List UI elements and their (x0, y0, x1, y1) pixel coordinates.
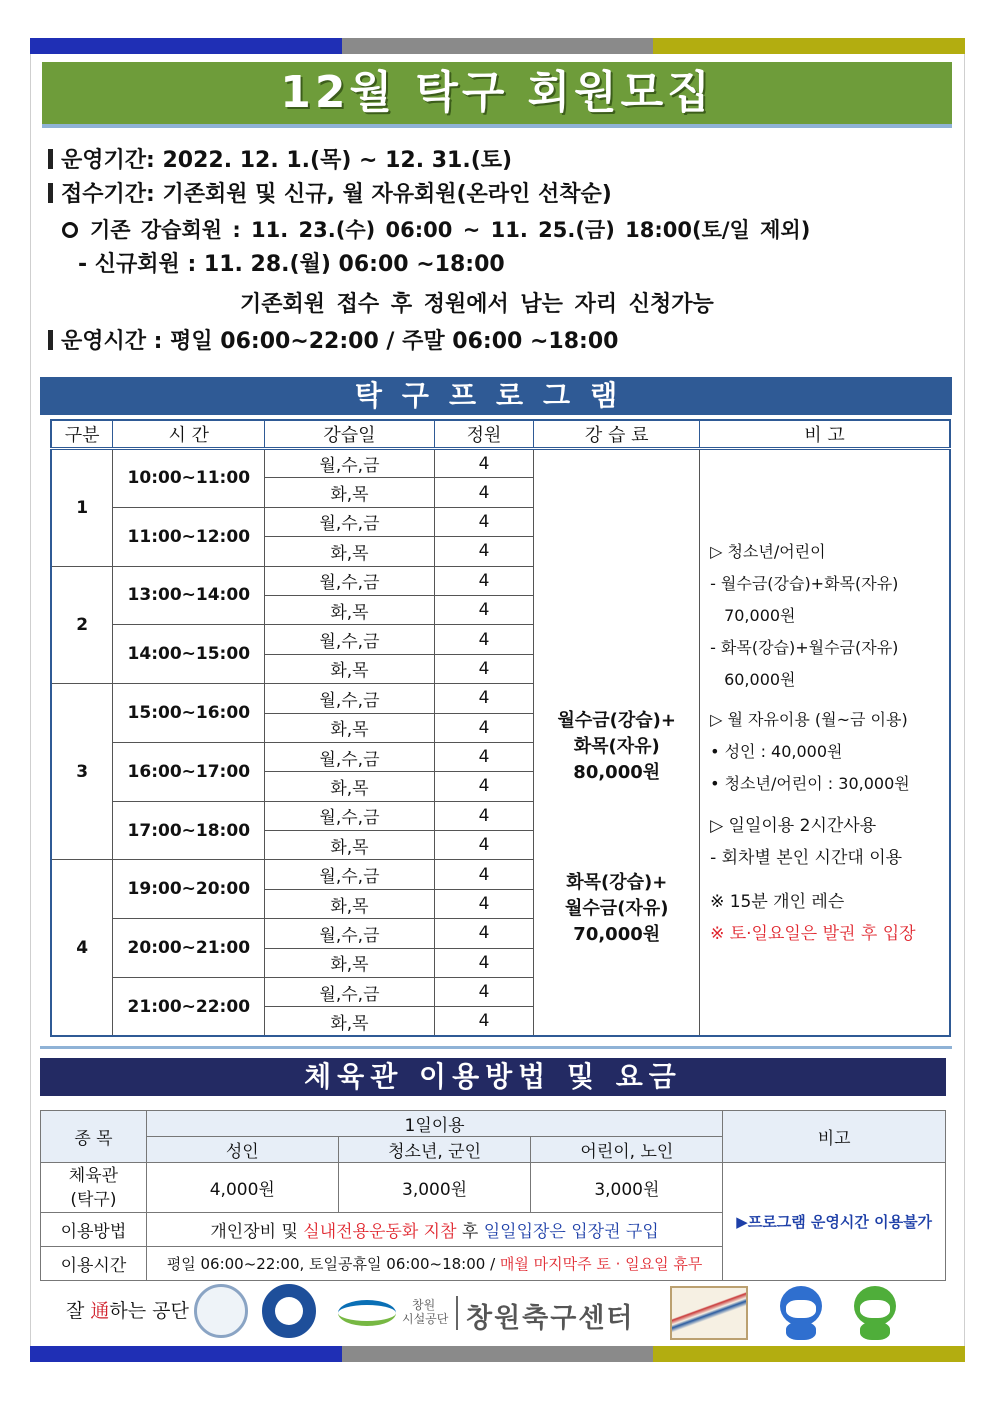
slogan-highlight: 通 (90, 1300, 110, 1322)
note-line: - 월수금(강습)+화목(자유) (710, 574, 899, 593)
remark-cell: ▶프로그램 운영시간 이용불가 (723, 1163, 946, 1281)
header-fee: 강 습 료 (534, 420, 700, 449)
program-banner: 탁구프로그램 (40, 377, 952, 415)
fee-2-line1: 화목(강습)+ (566, 871, 668, 893)
color-bar-olive (653, 38, 965, 54)
corp-small-2: 시설공단 (402, 1312, 449, 1326)
table-row (51, 449, 950, 478)
color-bar-blue (30, 1346, 342, 1362)
capacity-cell: 4 (434, 654, 534, 683)
time-cell: 15:00~16:00 (113, 684, 265, 743)
capacity-cell: 4 (434, 566, 534, 595)
days-cell: 화,목 (265, 831, 434, 860)
page-title: 12월 탁구 회원모집 (42, 62, 952, 124)
method-text: 개인장비 및 (210, 1222, 304, 1242)
days-cell: 월,수,금 (265, 684, 434, 713)
bottom-color-bar (30, 1346, 965, 1362)
days-cell: 월,수,금 (265, 801, 434, 830)
human-rights-logo (262, 1284, 316, 1338)
row-method-label: 이용방법 (41, 1213, 147, 1247)
days-cell: 화,목 (265, 713, 434, 742)
header-days: 강습일 (265, 420, 434, 449)
top-color-bar (30, 38, 965, 54)
days-cell: 월,수,금 (265, 978, 434, 1007)
usage-banner: 체육관 이용방법 및 요금 (40, 1058, 946, 1096)
days-cell: 화,목 (265, 537, 434, 566)
days-cell: 월,수,금 (265, 860, 434, 889)
capacity-cell: 4 (434, 713, 534, 742)
info-hours (48, 327, 618, 357)
capacity-cell: 4 (434, 742, 534, 771)
note-line: • 성인 : 40,000원 (710, 742, 843, 761)
group-cell: 4 (51, 860, 113, 1036)
capacity-cell: 4 (434, 507, 534, 536)
info-existing (62, 215, 810, 245)
capacity-cell: 4 (434, 449, 534, 478)
fee-2-line2: 월수금(자유) (565, 897, 669, 919)
fee-1-price: 80,000원 (573, 761, 661, 783)
capacity-cell: 4 (434, 772, 534, 801)
capacity-cell: 4 (434, 684, 534, 713)
capacity-cell: 4 (434, 537, 534, 566)
time-closed: 매월 마지막주 토 · 일요일 휴무 (499, 1255, 703, 1273)
bullet-mark (48, 183, 53, 203)
time-cell: 14:00~15:00 (113, 625, 265, 684)
info-reception (48, 180, 612, 210)
note-line: ※ 15분 개인 레슨 (710, 892, 845, 912)
days-cell: 화,목 (265, 595, 434, 624)
fee-header-row (41, 1111, 946, 1137)
circle-bullet-icon (62, 222, 78, 238)
slogan-text: 하는 공단 (109, 1300, 189, 1322)
row-fee-label-1: 체육관 (68, 1165, 119, 1186)
info-hours-text: 운영시간 : 평일 06:00~22:00 / 주말 06:00 ~18:00 (61, 329, 619, 354)
time-cell: 17:00~18:00 (113, 801, 265, 860)
corp-small-1: 창원 (412, 1298, 436, 1312)
info-period (48, 146, 512, 176)
program-table (50, 419, 951, 1037)
row-time-label: 이용시간 (41, 1247, 147, 1281)
time-cell: 16:00~17:00 (113, 742, 265, 801)
col-remark: 비고 (723, 1111, 946, 1163)
color-bar-gray (342, 38, 654, 54)
days-cell: 월,수,금 (265, 742, 434, 771)
time-text: 평일 06:00~22:00, 토일공휴일 06:00~18:00 / (166, 1255, 500, 1273)
header-time: 시 간 (113, 420, 265, 449)
header-group: 구분 (51, 420, 113, 449)
note-line: • 청소년/어린이 : 30,000원 (710, 774, 910, 793)
fee-adult: 4,000원 (146, 1163, 338, 1213)
capacity-cell: 4 (434, 919, 534, 948)
time-cell: 20:00~21:00 (113, 919, 265, 978)
days-cell: 월,수,금 (265, 625, 434, 654)
days-cell: 화,목 (265, 654, 434, 683)
method-shoes: 실내전용운동화 지참 (303, 1222, 457, 1242)
group-cell: 3 (51, 684, 113, 860)
bullet-mark (48, 330, 53, 350)
table-row (41, 1163, 946, 1213)
group-cell: 2 (51, 566, 113, 684)
note-line: ▷ 일일이용 2시간사용 (710, 816, 877, 836)
corporation-name: 창원축구센터 (466, 1303, 635, 1334)
fee-2-price: 70,000원 (573, 923, 661, 945)
color-bar-gray (342, 1346, 654, 1362)
capacity-cell: 4 (434, 625, 534, 654)
mascot-green-icon (844, 1284, 906, 1342)
corporation-logo (338, 1292, 638, 1336)
info-vacancy: 기존회원 접수 후 정원에서 남는 자리 신청가능 (240, 292, 714, 317)
capacity-cell: 4 (434, 595, 534, 624)
col-adult: 성인 (146, 1137, 338, 1163)
days-cell: 월,수,금 (265, 919, 434, 948)
col-item: 종 목 (41, 1111, 147, 1163)
color-bar-olive (653, 1346, 965, 1362)
mascot-blue-icon (770, 1284, 832, 1342)
capacity-cell: 4 (434, 478, 534, 507)
days-cell: 화,목 (265, 948, 434, 977)
capacity-cell: 4 (434, 978, 534, 1007)
info-reception-text: 접수기간: 기존회원 및 신규, 월 자유회원(온라인 선착순) (61, 182, 612, 207)
capacity-cell: 4 (434, 889, 534, 918)
header-capacity: 정원 (434, 420, 534, 449)
note-line: ▷ 월 자유이용 (월~금 이용) (710, 710, 908, 729)
corporation-mark-icon (338, 1300, 396, 1326)
row-fee-label (41, 1163, 147, 1213)
days-cell: 화,목 (265, 772, 434, 801)
fee-1-line2: 화목(자유) (573, 735, 660, 757)
time-cell: 13:00~14:00 (113, 566, 265, 625)
days-cell: 화,목 (265, 1007, 434, 1036)
program-header-row (51, 420, 950, 449)
info-new-member: - 신규회원 : 11. 28.(월) 06:00 ~18:00 (78, 252, 505, 277)
note-line: - 회차별 본인 시간대 이용 (710, 848, 903, 868)
fee-youth: 3,000원 (338, 1163, 531, 1213)
note-line-red: ※ 토·일요일은 발권 후 입장 (710, 924, 916, 944)
days-cell: 월,수,금 (265, 507, 434, 536)
method-cell (146, 1213, 722, 1247)
fee-table (40, 1110, 946, 1281)
col-youth: 청소년, 군인 (338, 1137, 531, 1163)
slogan-text: 잘 (66, 1300, 91, 1322)
corporation-separator (456, 1296, 458, 1330)
info-existing-text: 기존 강습회원 : 11. 23.(수) 06:00 ~ 11. 25.(금) 18:00(토/일 제외) (90, 218, 811, 242)
note-line: 70,000원 (724, 606, 796, 625)
bullet-mark (48, 149, 53, 169)
method-ticket: 일일입장은 입장권 구입 (483, 1222, 659, 1242)
time-cell: 10:00~11:00 (113, 449, 265, 508)
method-text: 후 (456, 1222, 484, 1242)
footer-slogan (66, 1296, 189, 1323)
time-cell: 21:00~22:00 (113, 978, 265, 1037)
section-divider (40, 1046, 952, 1049)
time-cell: 11:00~12:00 (113, 507, 265, 566)
group-cell: 1 (51, 449, 113, 567)
title-underline (42, 124, 952, 128)
capacity-cell: 4 (434, 948, 534, 977)
fee-cell (534, 449, 700, 1037)
time-cell: 19:00~20:00 (113, 860, 265, 919)
capacity-cell: 4 (434, 831, 534, 860)
note-cell (700, 449, 950, 1037)
fee-child: 3,000원 (531, 1163, 723, 1213)
days-cell: 화,목 (265, 889, 434, 918)
certification-badge (670, 1286, 748, 1340)
days-cell: 월,수,금 (265, 566, 434, 595)
days-cell: 화,목 (265, 478, 434, 507)
corporation-small-label (402, 1298, 448, 1326)
header-note: 비 고 (700, 420, 950, 449)
note-line: 60,000원 (724, 670, 796, 689)
note-line: - 화목(강습)+월수금(자유) (710, 638, 899, 657)
capacity-cell: 4 (434, 1007, 534, 1036)
time-cell (146, 1247, 722, 1281)
row-fee-label-2: (탁구) (70, 1189, 117, 1210)
note-line: ▷ 청소년/어린이 (710, 542, 826, 561)
capacity-cell: 4 (434, 801, 534, 830)
col-daily: 1일이용 (146, 1111, 722, 1137)
col-child: 어린이, 노인 (531, 1137, 723, 1163)
color-bar-blue (30, 38, 342, 54)
footer (30, 1284, 965, 1344)
capacity-cell: 4 (434, 860, 534, 889)
fee-1-line1: 월수금(강습)+ (557, 709, 676, 731)
consumer-certification-logo (194, 1284, 248, 1338)
days-cell: 월,수,금 (265, 449, 434, 478)
info-period-text: 운영기간: 2022. 12. 1.(목) ~ 12. 31.(토) (61, 148, 513, 173)
